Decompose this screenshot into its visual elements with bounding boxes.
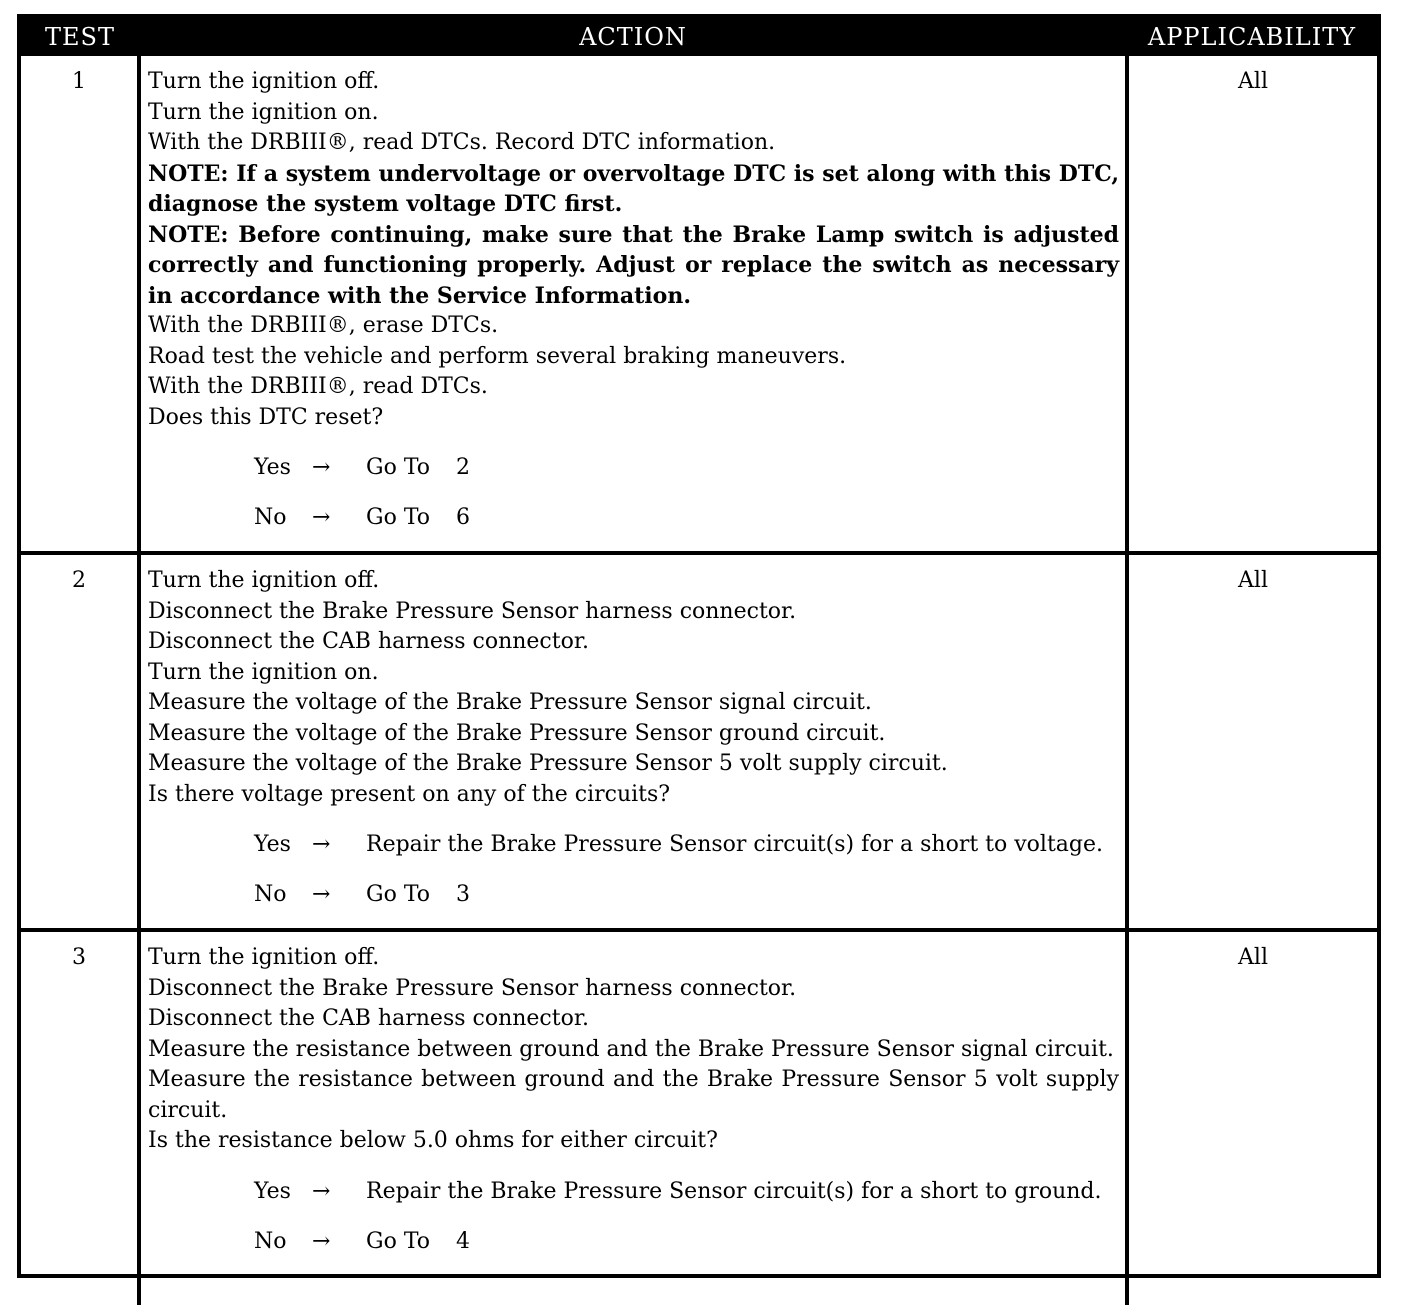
branch-answer: Yes	[254, 832, 291, 857]
test-number: 3	[21, 930, 139, 1305]
table-row	[21, 553, 1377, 930]
action-line: Turn the ignition off.	[148, 945, 380, 970]
note-brake-lamp-switch: NOTE: Before continuing, make sure that the Brake Lamp switch is adjusted correctly and functioning properly. Adjust or replace the switch as necessary in accordance with the Service Information.	[148, 221, 1119, 309]
branch-action: Repair the Brake Pressure Sensor circuit(s) for a short to ground.	[366, 1178, 1102, 1204]
action-line: Measure the voltage of the Brake Pressure Sensor 5 volt supply circuit.	[148, 751, 948, 776]
test-number: 1	[72, 69, 86, 94]
branch-yes	[148, 453, 1119, 484]
branch-answer: No	[254, 882, 287, 907]
branch-yes	[148, 830, 1119, 861]
branch-answer: No	[254, 505, 287, 530]
branch-yes	[148, 1177, 1119, 1208]
action-line: Disconnect the Brake Pressure Sensor harness connector.	[148, 598, 797, 624]
header-test: TEST	[21, 18, 139, 56]
action-line: Measure the resistance between ground and the Brake Pressure Sensor signal circuit.	[148, 1036, 1114, 1062]
action-cell	[139, 553, 1127, 930]
branch-goto: Go To	[366, 505, 431, 530]
arrow-right-icon: →	[312, 505, 331, 530]
table-row	[21, 56, 1377, 553]
diagnostic-test-table	[21, 18, 1377, 1305]
branch-answer: No	[254, 1228, 287, 1254]
action-line: Measure the voltage of the Brake Pressure Sensor signal circuit.	[148, 690, 872, 715]
action-line: Road test the vehicle and perform several braking maneuvers.	[148, 343, 847, 369]
action-line: With the DRBIII®, read DTCs. Record DTC information.	[148, 130, 776, 155]
action-line: Turn the ignition on.	[148, 659, 379, 685]
branch-target: 6	[456, 505, 471, 530]
applicability-value: All	[1127, 930, 1377, 1305]
arrow-right-icon: →	[312, 1178, 331, 1204]
action-line: Turn the ignition on.	[148, 99, 379, 125]
action-cell	[139, 930, 1127, 1305]
header-applicability: APPLICABILITY	[1127, 18, 1377, 56]
branch-target: 4	[456, 1228, 471, 1254]
branch-target: 3	[456, 882, 471, 907]
table-header-row	[21, 18, 1377, 56]
branch-target: 2	[456, 455, 471, 480]
action-line: With the DRBIII®, read DTCs.	[148, 374, 488, 399]
branch-no	[148, 1227, 1119, 1258]
note-undervoltage: NOTE: If a system undervoltage or overvoltage DTC is set along with this DTC, diagnose the system voltage DTC first.	[148, 160, 1119, 217]
action-line: Disconnect the CAB harness connector.	[148, 629, 589, 654]
action-line: Measure the voltage of the Brake Pressure Sensor ground circuit.	[148, 720, 886, 746]
action-line: Measure the resistance between ground and the Brake Pressure Sensor 5 volt supply circuit.	[148, 1067, 1119, 1123]
branch-goto: Go To	[366, 1228, 431, 1254]
applicability-value: All	[1127, 56, 1377, 553]
action-question: Does this DTC reset?	[148, 404, 384, 430]
action-line: Turn the ignition off.	[148, 568, 380, 593]
action-line: Disconnect the CAB harness connector.	[148, 1006, 589, 1031]
arrow-right-icon: →	[312, 882, 331, 907]
action-question: Is there voltage present on any of the circuits?	[148, 781, 671, 807]
branch-answer: Yes	[254, 1178, 291, 1204]
branch-answer: Yes	[254, 455, 291, 480]
action-line: With the DRBIII®, erase DTCs.	[148, 313, 499, 338]
branch-goto: Go To	[366, 882, 431, 907]
action-cell	[139, 56, 1127, 553]
action-line: Turn the ignition off.	[148, 69, 380, 94]
arrow-right-icon: →	[312, 832, 331, 857]
header-action: ACTION	[139, 18, 1127, 56]
branch-goto: Go To	[366, 455, 431, 480]
branch-no	[148, 503, 1119, 534]
arrow-right-icon: →	[312, 455, 331, 480]
arrow-right-icon: →	[312, 1228, 331, 1254]
applicability-value: All	[1127, 553, 1377, 930]
action-question: Is the resistance below 5.0 ohms for either circuit?	[148, 1128, 718, 1153]
diagnostic-table-frame	[17, 14, 1381, 1278]
table-row	[21, 930, 1377, 1305]
branch-no	[148, 880, 1119, 911]
test-number: 2	[21, 553, 139, 930]
action-line: Disconnect the Brake Pressure Sensor harness connector.	[148, 975, 797, 1001]
branch-action: Repair the Brake Pressure Sensor circuit(s) for a short to voltage.	[366, 832, 1104, 857]
